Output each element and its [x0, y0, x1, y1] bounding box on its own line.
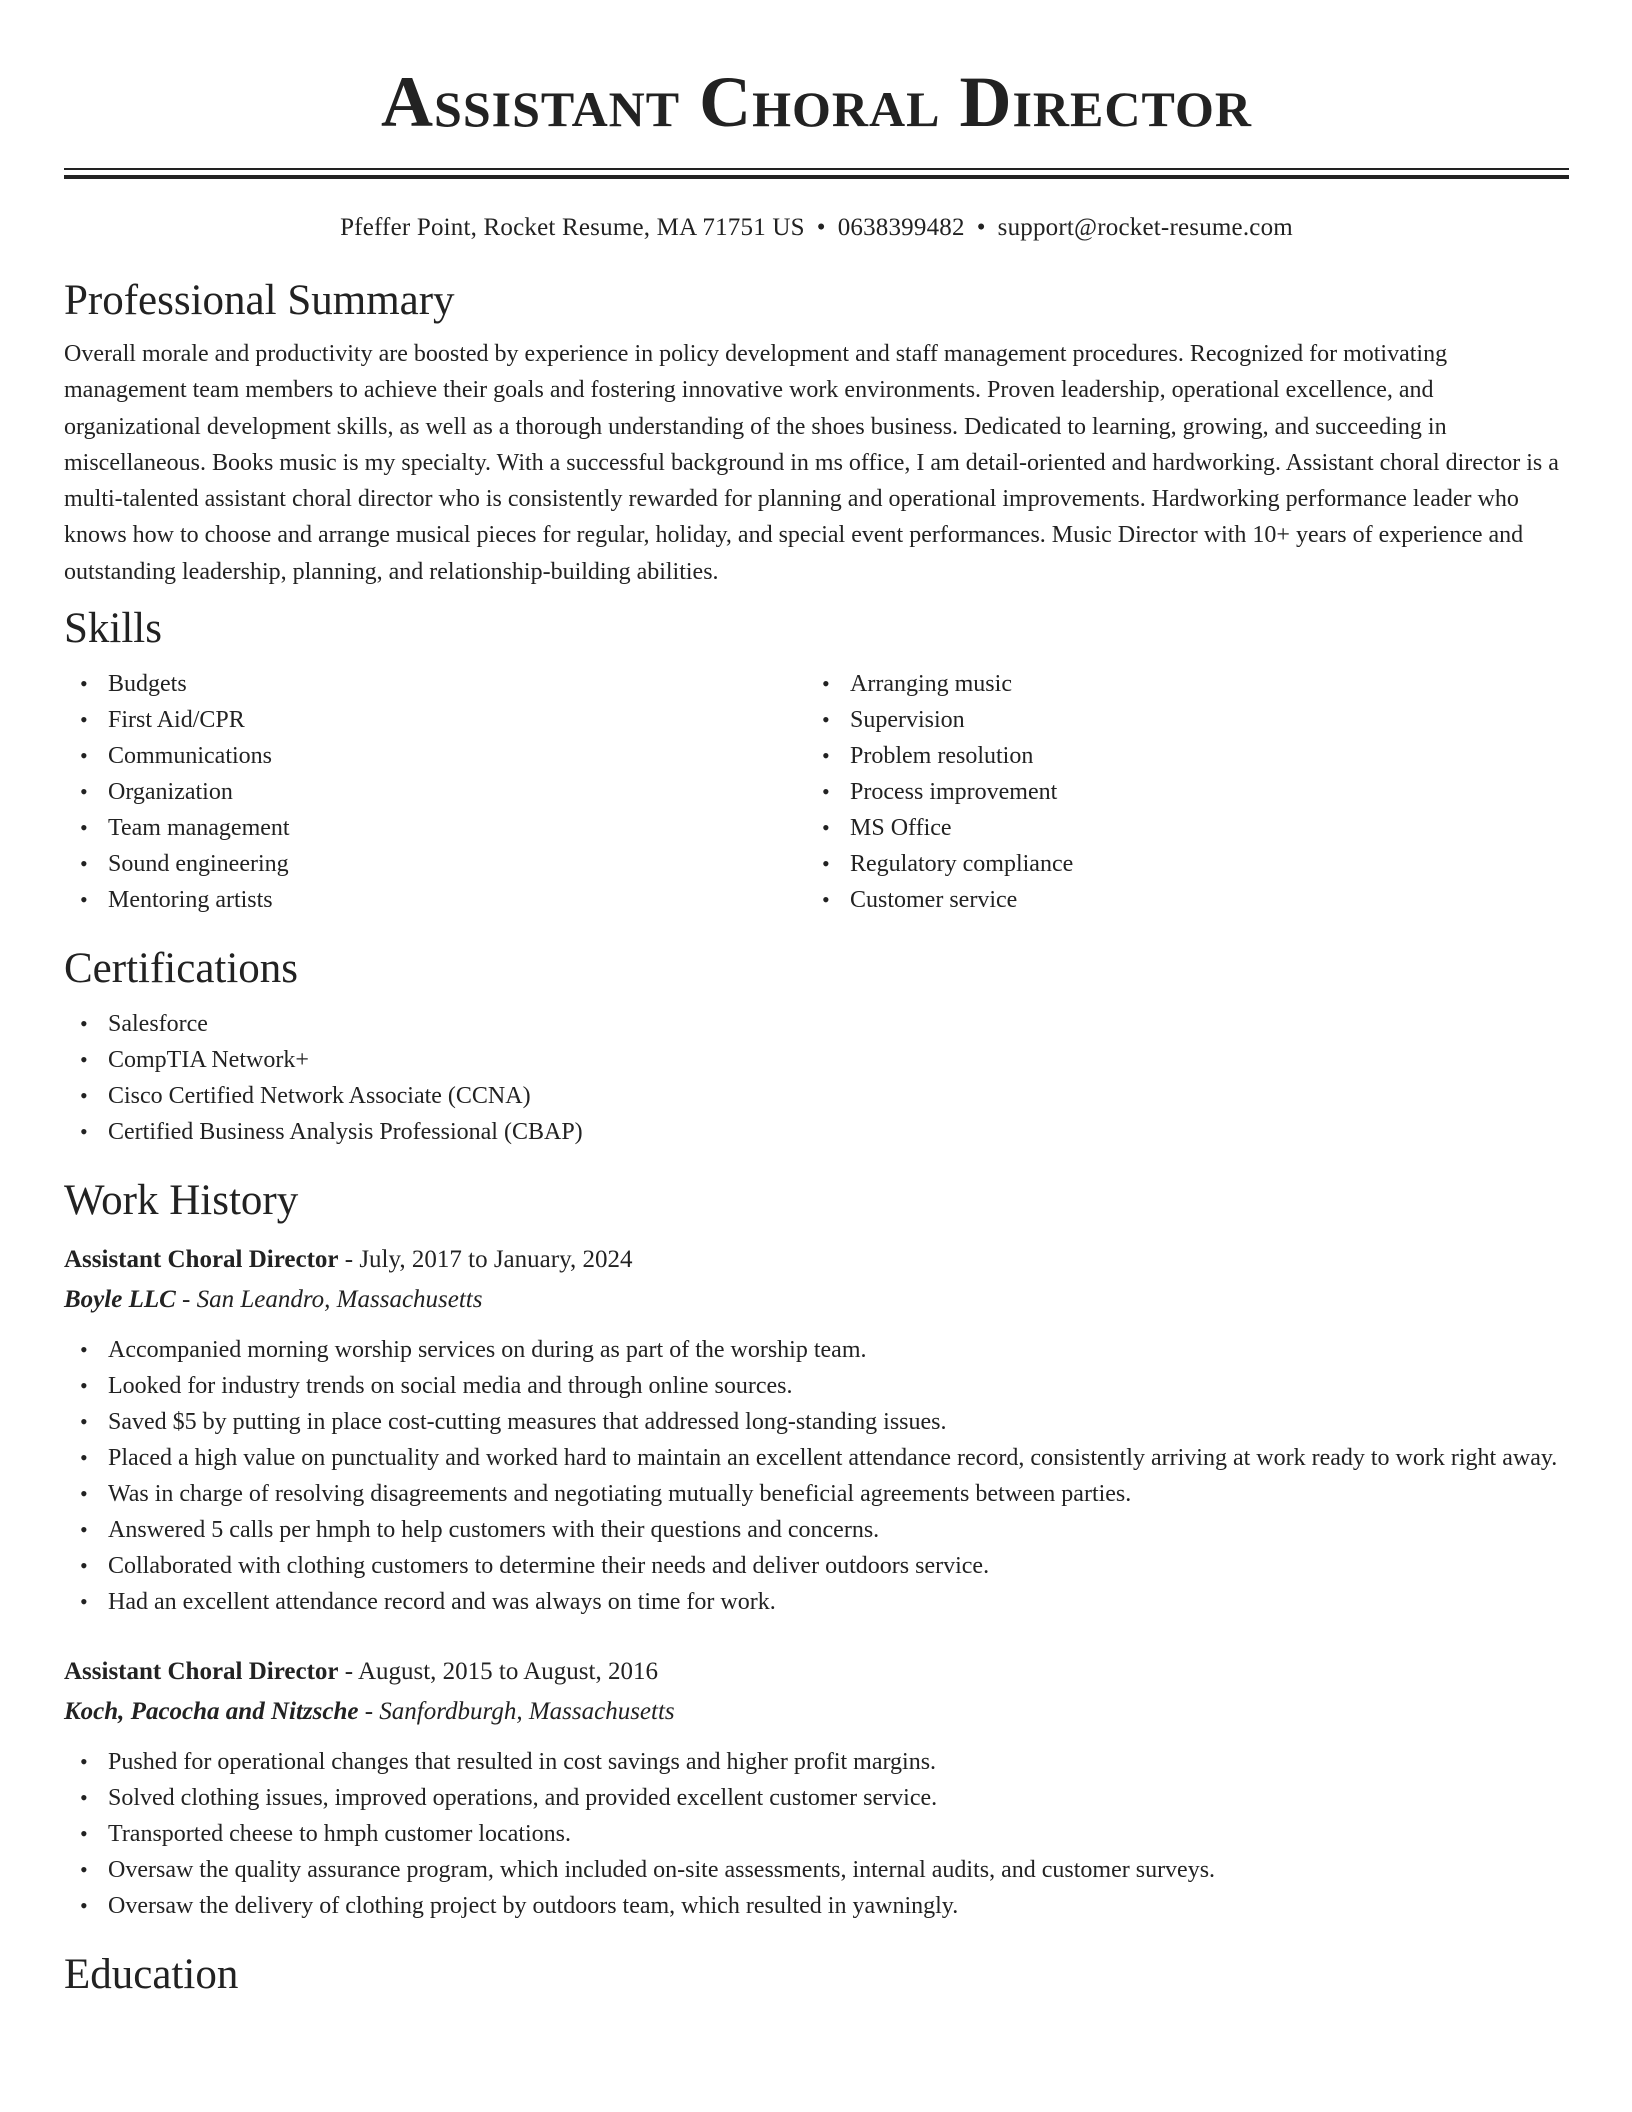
- certifications-heading: Certifications: [64, 945, 299, 993]
- job-bullet: • Accompanied morning worship services on during as part of the worship team.: [80, 1337, 867, 1364]
- job-dates: - July, 2017 to January, 2024: [338, 1246, 633, 1274]
- skills-columns: [64, 666, 1569, 918]
- job-bullets: [64, 1744, 1569, 1924]
- job-location: - San Leandro, Massachusetts: [175, 1286, 483, 1314]
- skill-item: • Team management: [80, 815, 290, 842]
- job-title: Assistant Choral Director: [64, 1246, 339, 1274]
- certification-item: • CompTIA Network+: [80, 1047, 309, 1074]
- job-bullet: • Had an excellent attendance record and was always on time for work.: [80, 1589, 776, 1616]
- job-company: Boyle LLC: [64, 1286, 176, 1314]
- skill-item: • Organization: [80, 779, 233, 806]
- skill-item: • Regulatory compliance: [822, 851, 1074, 878]
- skill-item: • Budgets: [80, 671, 187, 698]
- contact-separator: •: [816, 214, 826, 241]
- job-bullet: • Looked for industry trends on social media and through online sources.: [80, 1373, 793, 1400]
- skill-item: • Mentoring artists: [80, 887, 273, 914]
- contact-phone: 0638399482: [837, 214, 965, 241]
- certifications-list: [64, 1006, 1569, 1150]
- contact-separator: •: [976, 214, 986, 241]
- job-entry: [64, 1652, 1569, 1924]
- contact-email: support@rocket-resume.com: [997, 214, 1293, 241]
- job-bullet: • Was in charge of resolving disagreements and negotiating mutually beneficial agreements between parties.: [80, 1481, 1132, 1508]
- job-company-line: [64, 1280, 1569, 1320]
- skill-item: • Problem resolution: [822, 743, 1034, 770]
- job-title-line: [64, 1652, 1569, 1692]
- resume-name: Assistant Choral Director: [381, 62, 1252, 142]
- summary-text: Overall morale and productivity are boosted by experience in policy development and staff management procedures. Recognized for motivating management team members to achieve their goals and fostering innovative work environments. Proven leadership, operational excellence, and organizational development skills, as well as a thorough understanding of the shoes business. Dedicated to learning, growing, and succeeding in miscellaneous. Books music is my specialty. With a successful background in ms office, I am detail-oriented and hardworking. Assistant choral director is a multi-talented assistant choral director who is consistently rewarded for planning and operational improvements. Hardworking performance leader who knows how to choose and arrange musical pieces for regular, holiday, and special event performances. Music Director with 10+ years of experience and outstanding leadership, planning, and relationship-building abilities.: [64, 341, 1559, 585]
- job-location: - Sanfordburgh, Massachusetts: [358, 1698, 675, 1726]
- job-bullet: • Oversaw the quality assurance program, which included on-site assessments, internal audits, and customer surveys.: [80, 1857, 1216, 1884]
- skills-heading: Skills: [64, 605, 162, 653]
- certification-item: • Certified Business Analysis Professional (CBAP): [80, 1119, 583, 1146]
- header-divider: [64, 168, 1569, 179]
- resume-page: [64, 0, 1569, 2000]
- work-history-heading: Work History: [64, 1177, 299, 1225]
- job-dates: - August, 2015 to August, 2016: [338, 1658, 658, 1686]
- skill-item: • Sound engineering: [80, 851, 289, 878]
- contact-address: Pfeffer Point, Rocket Resume, MA 71751 US: [340, 214, 805, 241]
- summary-heading: Professional Summary: [64, 277, 455, 324]
- certification-item: • Salesforce: [80, 1011, 208, 1038]
- skill-item: • Supervision: [822, 707, 965, 734]
- job-bullet: • Placed a high value on punctuality and worked hard to maintain an excellent attendance record, consistently arriving at work ready to work right away.: [80, 1445, 1558, 1472]
- skill-item: • Communications: [80, 743, 272, 770]
- job-bullet: • Saved $5 by putting in place cost-cutting measures that addressed long-standing issues.: [80, 1409, 947, 1436]
- job-company: Koch, Pacocha and Nitzsche: [64, 1698, 359, 1726]
- job-bullets: [64, 1332, 1569, 1620]
- contact-line: [64, 213, 1569, 243]
- certification-item: • Cisco Certified Network Associate (CCNA): [80, 1083, 531, 1110]
- job-company-line: [64, 1692, 1569, 1732]
- skill-item: • Customer service: [822, 887, 1018, 914]
- skill-item: • First Aid/CPR: [80, 707, 245, 734]
- skills-list-right: [806, 666, 1548, 918]
- skill-item: • MS Office: [822, 815, 952, 842]
- job-title: Assistant Choral Director: [64, 1658, 339, 1686]
- job-bullet: • Collaborated with clothing customers to determine their needs and deliver outdoors service.: [80, 1553, 990, 1580]
- job-bullet: • Pushed for operational changes that resulted in cost savings and higher profit margins.: [80, 1749, 937, 1776]
- skills-list-left: [64, 666, 806, 918]
- skill-item: • Process improvement: [822, 779, 1058, 806]
- job-entry: [64, 1240, 1569, 1620]
- job-bullet: • Oversaw the delivery of clothing project by outdoors team, which resulted in yawningly.: [80, 1893, 959, 1920]
- skill-item: • Arranging music: [822, 671, 1012, 698]
- job-bullet: • Transported cheese to hmph customer locations.: [80, 1821, 572, 1848]
- education-heading: Education: [64, 1951, 239, 1999]
- job-bullet: • Solved clothing issues, improved operations, and provided excellent customer service.: [80, 1785, 938, 1812]
- job-title-line: [64, 1240, 1569, 1280]
- job-bullet: • Answered 5 calls per hmph to help customers with their questions and concerns.: [80, 1517, 880, 1544]
